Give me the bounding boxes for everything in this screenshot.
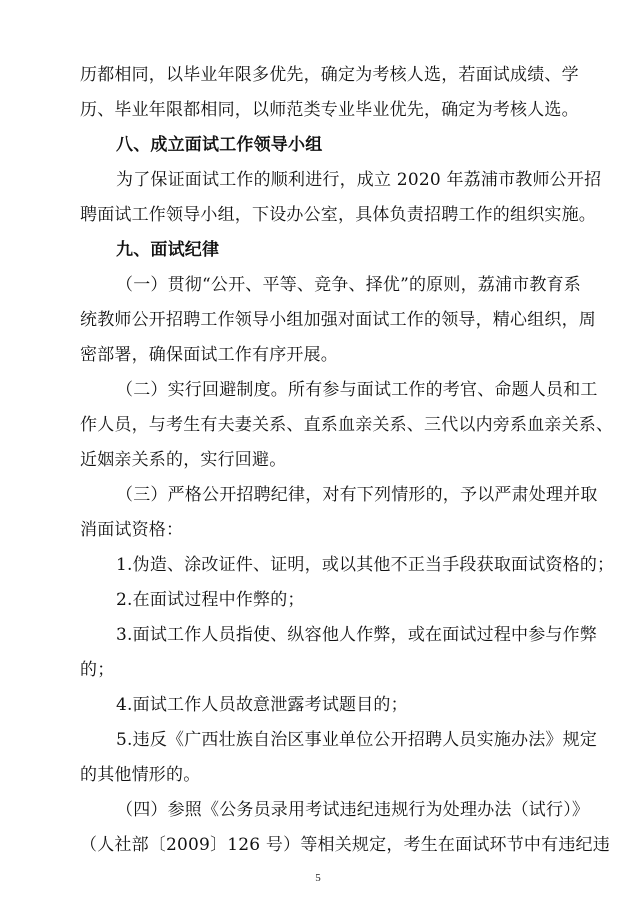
body-text-line: 聘面试工作领导小组，下设办公室，具体负责招聘工作的组织实施。 <box>80 205 596 225</box>
body-text-line: 的其他情形的。 <box>80 765 201 785</box>
body-text-line: 近姻亲关系的，实行回避。 <box>80 450 287 470</box>
list-item-2: 2.在面试过程中作弊的； <box>116 590 305 610</box>
list-item-1: 1.伪造、涂改证件、证明，或以其他不正当手段获取面试资格的； <box>116 555 615 575</box>
section-heading-8: 八、成立面试工作领导小组 <box>116 135 323 155</box>
body-text-line: 作人员，与考生有夫妻关系、直系血亲关系、三代以内旁系血亲关系、 <box>80 415 614 435</box>
list-item-3: 3.面试工作人员指使、纵容他人作弊，或在面试过程中参与作弊 <box>116 625 598 645</box>
body-text-line: （人社部〔2009〕126 号）等相关规定，考生在面试环节中有违纪违 <box>80 835 610 855</box>
list-item-4: 4.面试工作人员故意泄露考试题目的； <box>116 695 408 715</box>
page-number: 5 <box>315 872 321 884</box>
body-text-line: 为了保证面试工作的顺利进行，成立 2020 年荔浦市教师公开招 <box>116 170 602 190</box>
body-text-line: （二）实行回避制度。所有参与面试工作的考官、命题人员和工 <box>116 380 598 400</box>
list-item-5: 5.违反《广西壮族自治区事业单位公开招聘人员实施办法》规定 <box>116 730 598 750</box>
body-text-line: 密部署，确保面试工作有序开展。 <box>80 345 338 365</box>
body-text-line: （一）贯彻“公开、平等、竞争、择优”的原则，荔浦市教育系 <box>116 275 581 295</box>
body-text-line: 历都相同，以毕业年限多优先，确定为考核人选，若面试成绩、学 <box>80 65 579 85</box>
body-text-line: 统教师公开招聘工作领导小组加强对面试工作的领导，精心组织，周 <box>80 310 596 330</box>
body-text-line: （三）严格公开招聘纪律，对有下列情形的，予以严肃处理并取 <box>116 485 598 505</box>
body-text-line: （四）参照《公务员录用考试违纪违规行为处理办法（试行）》 <box>116 800 590 820</box>
body-text-line: 的； <box>80 660 115 680</box>
body-text-line: 消面试资格： <box>80 520 184 540</box>
section-heading-9: 九、面试纪律 <box>116 240 220 260</box>
body-text-line: 历、毕业年限都相同，以师范类专业毕业优先，确定为考核人选。 <box>80 100 579 120</box>
